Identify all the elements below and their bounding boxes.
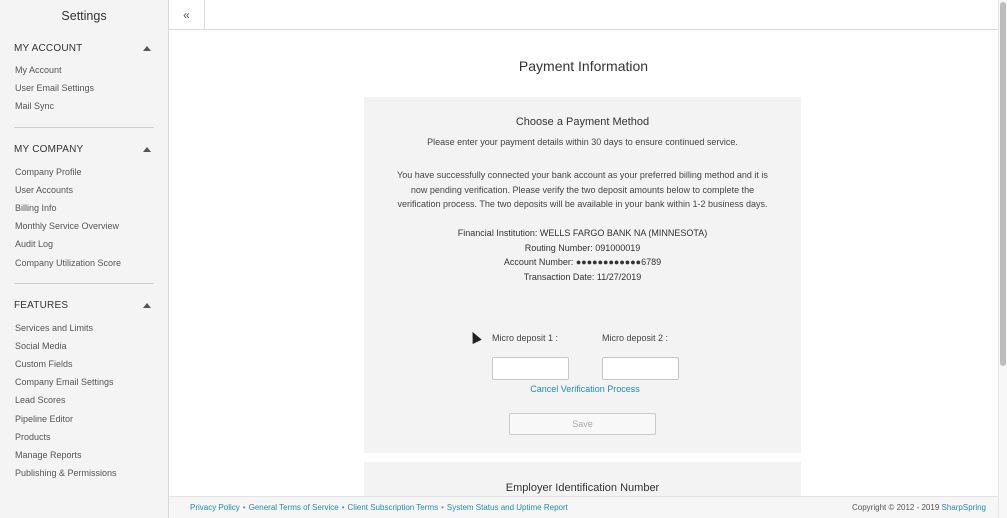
- micro-deposit-row: [492, 333, 679, 380]
- section-my-account: [0, 41, 168, 116]
- micro-deposit-1-input[interactable]: [492, 357, 569, 380]
- terms-of-service-link[interactable]: General Terms of Service: [248, 503, 339, 512]
- financial-institution: Financial Institution: WELLS FARGO BANK NA (MINNESOTA): [457, 227, 708, 238]
- routing-number: Routing Number: 091000019: [524, 242, 641, 253]
- page-title: Payment Information: [518, 58, 649, 74]
- vertical-scrollbar[interactable]: [998, 0, 1007, 518]
- settings-sidebar: [0, 0, 169, 518]
- verification-message: You have successfully connected your bank account as your preferred billing method and it is now pending verification. Please verify the two deposit amounts below to complete the verification process. The two deposits will be available in your bank within 1-2 business days.: [397, 170, 768, 210]
- sidebar-divider: [14, 127, 154, 128]
- collapse-caret-icon[interactable]: [143, 303, 151, 308]
- sidebar-title: Settings: [61, 9, 107, 23]
- footer-links: [190, 503, 568, 512]
- sidebar-item-company-profile[interactable]: Company Profile: [15, 166, 82, 177]
- footer-separator: •: [242, 503, 246, 512]
- section-header-my-company[interactable]: [14, 143, 154, 157]
- micro-deposit-2-input[interactable]: [602, 357, 679, 380]
- collapse-caret-icon[interactable]: [143, 147, 151, 152]
- sidebar-item-social-media[interactable]: Social Media: [15, 340, 67, 351]
- section-header-my-account[interactable]: [14, 41, 154, 55]
- section-header-features[interactable]: [14, 299, 154, 313]
- sidebar-item-custom-fields[interactable]: Custom Fields: [15, 359, 73, 370]
- section-header-label: FEATURES: [14, 300, 69, 312]
- collapse-caret-icon[interactable]: [143, 46, 151, 51]
- sidebar-item-publishing-permissions[interactable]: Publishing & Permissions: [15, 468, 117, 479]
- section-features: [0, 299, 168, 483]
- employer-id-title: Employer Identification Number: [505, 482, 660, 494]
- section-header-label: MY COMPANY: [14, 144, 84, 156]
- sidebar-item-company-utilization-score[interactable]: Company Utilization Score: [15, 257, 122, 268]
- transaction-date: Transaction Date: 11/27/2019: [523, 272, 642, 283]
- top-bar: [169, 0, 998, 30]
- client-subscription-terms-link[interactable]: Client Subscription Terms: [347, 503, 439, 512]
- copyright: [852, 503, 986, 512]
- footer-separator: •: [441, 503, 444, 512]
- privacy-policy-link[interactable]: Privacy Policy: [190, 503, 240, 512]
- sidebar-item-monthly-service-overview[interactable]: Monthly Service Overview: [15, 221, 120, 232]
- sidebar-item-audit-log[interactable]: Audit Log: [15, 239, 54, 250]
- sidebar-item-services-and-limits[interactable]: Services and Limits: [15, 322, 94, 333]
- micro-deposit-1-group: [492, 333, 569, 380]
- payment-method-card: [364, 97, 801, 453]
- scrollbar-thumb[interactable]: [1000, 2, 1006, 366]
- account-number: Account Number: ●●●●●●●●●●●●6789: [503, 257, 662, 268]
- card-subtitle: Please enter your payment details within 30 days to ensure continued service.: [427, 137, 738, 147]
- sidebar-item-my-account[interactable]: My Account: [15, 65, 62, 75]
- footer-separator: •: [341, 503, 345, 512]
- brand-link[interactable]: SharpSpring: [941, 503, 986, 512]
- sidebar-item-billing-info[interactable]: Billing Info: [15, 202, 57, 213]
- micro-deposit-2-label: Micro deposit 2 :: [602, 333, 669, 343]
- sidebar-item-user-accounts[interactable]: User Accounts: [15, 184, 74, 195]
- sidebar-item-manage-reports[interactable]: Manage Reports: [15, 450, 82, 460]
- cancel-verification-link[interactable]: Cancel Verification Process: [530, 384, 640, 394]
- double-chevron-left-icon: «: [183, 8, 190, 22]
- section-my-company: [0, 143, 168, 272]
- sidebar-item-lead-scores[interactable]: Lead Scores: [15, 395, 66, 406]
- system-status-link[interactable]: System Status and Uptime Report: [446, 503, 568, 512]
- micro-deposit-2-group: [602, 333, 679, 380]
- copyright-text: Copyright © 2012 - 2019: [852, 503, 942, 512]
- sidebar-item-company-email-settings[interactable]: Company Email Settings: [15, 377, 114, 388]
- save-button[interactable]: Save: [509, 413, 656, 435]
- sidebar-item-pipeline-editor[interactable]: Pipeline Editor: [15, 413, 74, 424]
- section-header-label: MY ACCOUNT: [14, 42, 83, 54]
- collapse-sidebar-button[interactable]: [169, 0, 205, 30]
- sidebar-item-user-email-settings[interactable]: User Email Settings: [15, 83, 95, 94]
- bank-info: [364, 226, 801, 285]
- sidebar-divider: [14, 283, 154, 284]
- sidebar-item-mail-sync[interactable]: Mail Sync: [15, 101, 55, 112]
- sidebar-item-products[interactable]: Products: [15, 431, 51, 442]
- card-title: Choose a Payment Method: [515, 116, 650, 128]
- micro-deposit-1-label: Micro deposit 1 :: [492, 333, 559, 343]
- footer: [169, 496, 998, 518]
